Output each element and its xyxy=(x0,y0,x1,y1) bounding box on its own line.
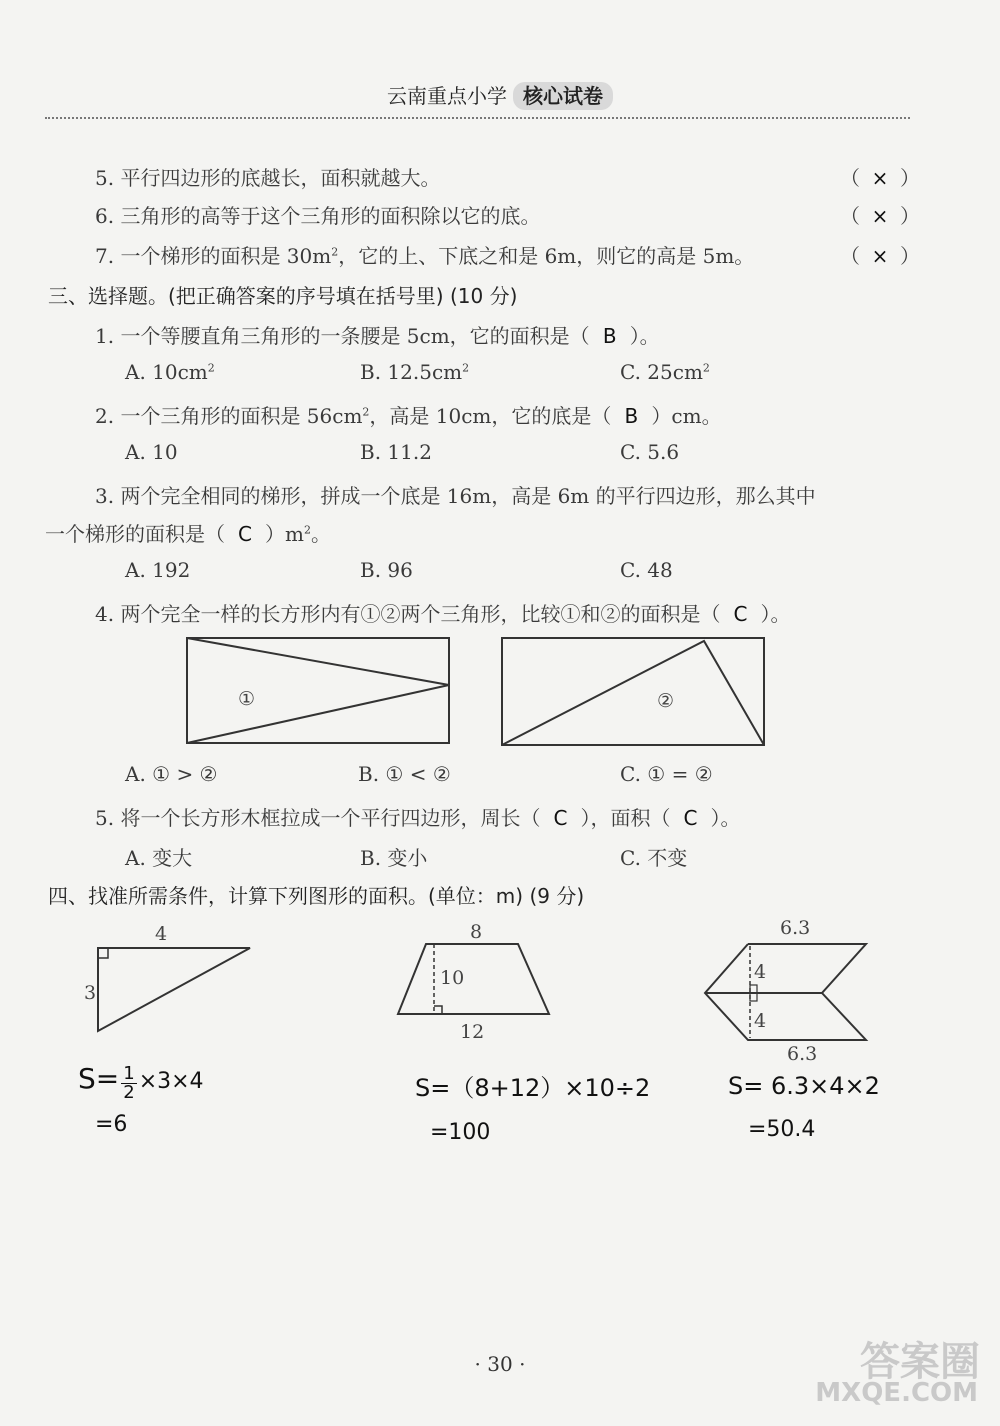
composite-top-label: 6.3 xyxy=(780,917,811,939)
judge-answer-7: （ × ） xyxy=(840,244,920,268)
choice-question-5: 5. 将一个长方形木框拉成一个平行四边形，周长（ C ），面积（ C ）。 xyxy=(95,806,741,830)
fig2-result: =100 xyxy=(430,1120,491,1145)
choice-question-1: 1. 一个等腰直角三角形的一条腰是 5cm，它的面积是（ B ）。 xyxy=(95,324,660,348)
q2-option-c: C. 5.6 xyxy=(620,440,680,464)
q4-fig1-label: ① xyxy=(238,688,256,710)
judge-answer-5: （ × ） xyxy=(840,166,920,190)
trapezoid-height-label: 10 xyxy=(440,967,465,989)
trapezoid-top-label: 8 xyxy=(470,921,483,943)
q4-option-a: A. ① > ② xyxy=(125,762,218,786)
q4-fig2-label: ② xyxy=(657,690,675,712)
fig3-result: =50.4 xyxy=(748,1117,816,1142)
judge-question-5: 5. 平行四边形的底越长，面积就越大。 xyxy=(95,166,441,190)
header-badge: 核心试卷 xyxy=(513,82,613,110)
judge-question-6: 6. 三角形的高等于这个三角形的面积除以它的底。 xyxy=(95,204,541,228)
q1-option-b: B. $12.5cm^2$ xyxy=(360,360,470,384)
choice-question-2: 2. 一个三角形的面积是 $56cm^2$，高是 10cm，它的底是（ B ）cm。 xyxy=(95,404,722,428)
trapezoid-bottom-label: 12 xyxy=(460,1021,485,1043)
q4-figure-1 xyxy=(187,638,449,743)
page-number: · 30 · xyxy=(474,1352,526,1376)
q5-option-c: C. 不变 xyxy=(620,846,688,870)
q4-option-c: C. ① = ② xyxy=(620,762,713,786)
q5-option-a: A. 变大 xyxy=(125,846,193,870)
section-4-title: 四、找准所需条件，计算下列图形的面积。(单位：m) (9 分) xyxy=(48,884,585,908)
q3-option-c: C. 48 xyxy=(620,558,673,582)
q3-option-b: B. 96 xyxy=(360,558,413,582)
school-name: 云南重点小学 xyxy=(387,84,507,108)
composite-h1-label: 4 xyxy=(754,961,767,983)
q2-option-a: A. 10 xyxy=(125,440,178,464)
q1-option-a: A. $10cm^2$ xyxy=(125,360,215,384)
section-3-title: 三、选择题。(把正确答案的序号填在括号里) (10 分) xyxy=(48,284,518,308)
fig3-calc: S= 6.3×4×2 xyxy=(728,1072,880,1100)
composite-h2-label: 4 xyxy=(754,1010,767,1032)
judge-answer-6: （ × ） xyxy=(840,204,920,228)
watermark-logo: 答案圈 xyxy=(860,1339,980,1385)
q5-option-b: B. 变小 xyxy=(360,846,428,870)
fig1-calc: S= $\frac{1}{2}\times 3\times 4$ xyxy=(78,1062,204,1103)
judge-question-7: 7. 一个梯形的面积是 $30m^2$，它的上、下底之和是 6m，则它的高是 5m。 xyxy=(95,244,755,268)
choice-question-3-line2: 一个梯形的面积是（ C ）$m^2$。 xyxy=(45,522,331,546)
q1-option-c: C. $25cm^2$ xyxy=(620,360,710,384)
triangle-top-label: 4 xyxy=(155,923,168,945)
q4-option-b: B. ① < ② xyxy=(358,762,451,786)
s4-figure-triangle xyxy=(84,923,250,1031)
choice-question-4: 4. 两个完全一样的长方形内有①②两个三角形，比较①和②的面积是（ C ）。 xyxy=(95,602,791,626)
s4-figure-trapezoid xyxy=(398,921,549,1043)
fig1-result: =6 xyxy=(95,1112,128,1137)
q4-figure-2 xyxy=(502,638,764,745)
fig2-calc: S=（8+12）×10÷2 xyxy=(415,1074,651,1102)
watermark-url: MXQE.COM xyxy=(815,1378,978,1408)
s4-figure-composite xyxy=(705,917,866,1065)
q3-option-a: A. 192 xyxy=(125,558,191,582)
composite-bottom-label: 6.3 xyxy=(787,1043,818,1065)
choice-question-3-line1: 3. 两个完全相同的梯形，拼成一个底是 16m，高是 6m 的平行四边形，那么其中 xyxy=(95,484,816,508)
q2-option-b: B. 11.2 xyxy=(360,440,432,464)
triangle-left-label: 3 xyxy=(84,982,97,1004)
